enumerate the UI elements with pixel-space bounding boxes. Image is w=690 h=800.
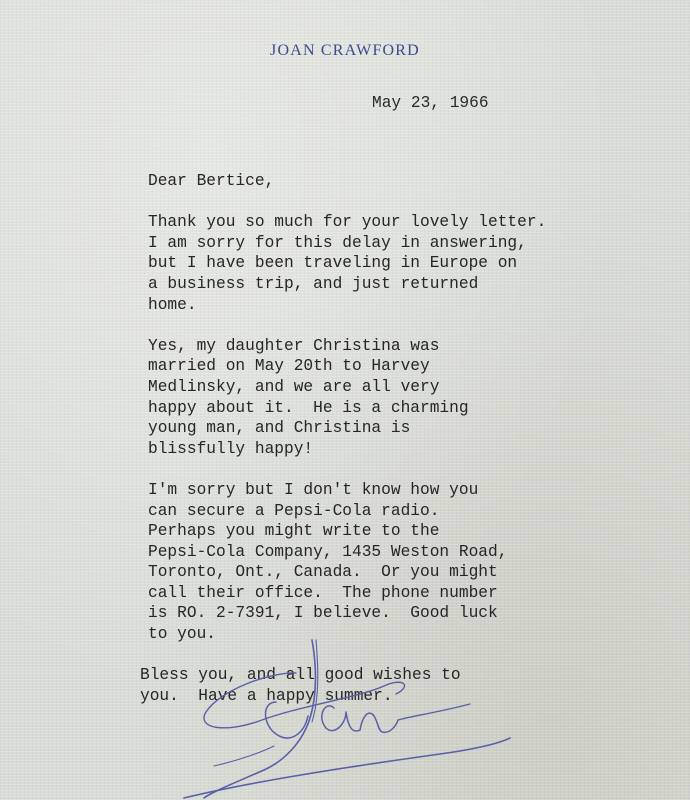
letter-body xyxy=(140,171,668,706)
letterhead-name: JOAN CRAWFORD xyxy=(270,42,420,59)
paragraph-gap xyxy=(148,459,668,480)
paragraph-line: is RO. 2-7391, I believe. Good luck xyxy=(148,604,498,623)
paragraph-line: but I have been traveling in Europe on xyxy=(148,254,518,273)
paragraph-gap xyxy=(148,192,668,213)
closing-line: you. Have a happy summer. xyxy=(140,686,393,705)
paragraph-line: Yes, my daughter Christina was xyxy=(148,336,440,355)
paragraph-line: home. xyxy=(148,295,197,314)
paragraph-line: can secure a Pepsi-Cola radio. xyxy=(148,501,440,520)
paragraph-line: young man, and Christina is xyxy=(148,419,411,438)
paragraph-gap xyxy=(148,645,668,666)
paragraph-line: Toronto, Ont., Canada. Or you might xyxy=(148,563,498,582)
paragraph-line: a business trip, and just returned xyxy=(148,274,479,293)
paragraph-line: Medlinsky, and we are all very xyxy=(148,377,440,396)
paragraph-line: to you. xyxy=(148,625,216,644)
paragraph-line: happy about it. He is a charming xyxy=(148,398,469,417)
paragraph-line: I am sorry for this delay in answering, xyxy=(148,233,527,252)
salutation: Dear Bertice, xyxy=(148,172,275,190)
letter-date: May 23, 1966 xyxy=(372,94,489,112)
paragraph-line: Thank you so much for your lovely letter. xyxy=(148,213,547,232)
paragraph-line: Perhaps you might write to the xyxy=(148,522,440,541)
paragraph-thanks xyxy=(148,212,668,315)
paragraph-line: I'm sorry but I don't know how you xyxy=(148,480,479,499)
closing-line: Bless you, and all good wishes to xyxy=(140,666,461,685)
paragraph-pepsi xyxy=(148,480,668,645)
paragraph-line: Pepsi-Cola Company, 1435 Weston Road, xyxy=(148,542,508,561)
closing-paragraph xyxy=(140,665,668,706)
paragraph-wedding xyxy=(148,336,668,460)
paragraph-line: call their office. The phone number xyxy=(148,583,498,602)
paragraph-line: blissfully happy! xyxy=(148,439,314,458)
paragraph-gap xyxy=(148,315,668,336)
paragraph-line: married on May 20th to Harvey xyxy=(148,357,430,376)
